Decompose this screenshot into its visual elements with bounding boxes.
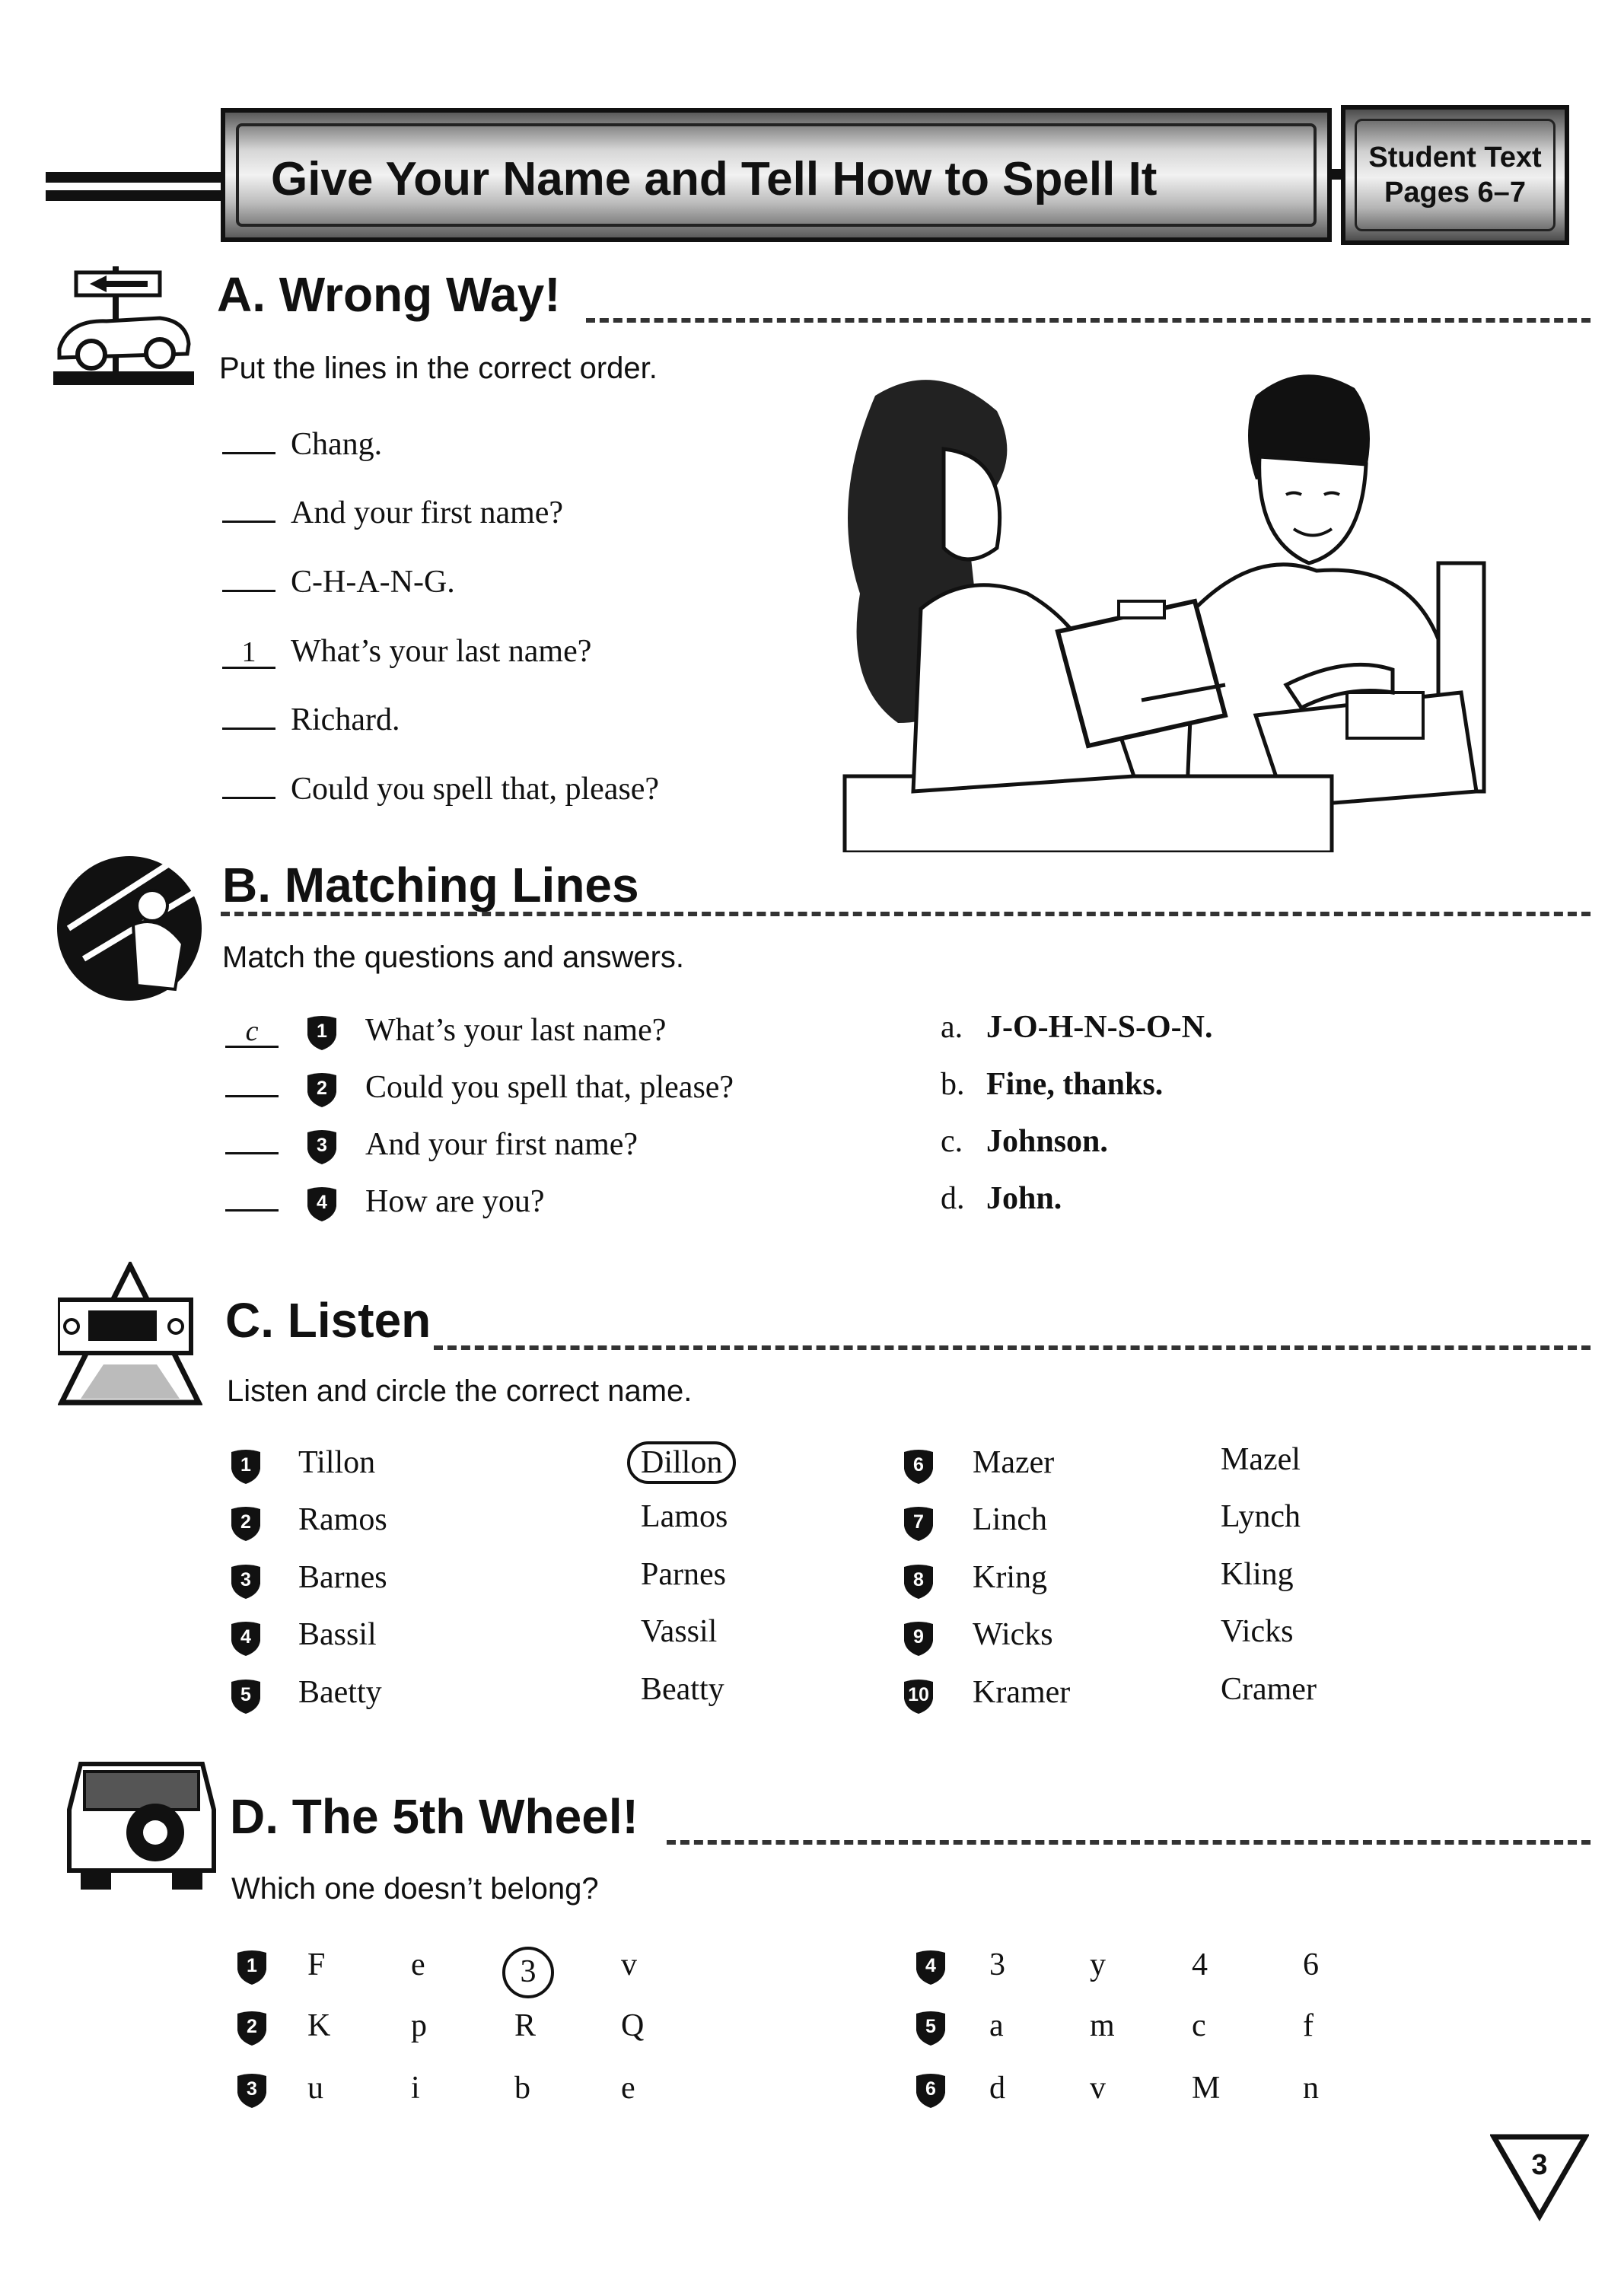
name-option-b[interactable]: Vassil [641,1614,718,1649]
name-option-a[interactable]: Tillon [298,1445,376,1480]
match-question-row [225,1183,294,1220]
option-value: M [1192,2071,1221,2106]
section-a-rule [586,318,1591,327]
header-rail-bottom [46,190,228,201]
odd-one-out-option[interactable] [621,2008,644,2044]
order-line-text: What’s your last name? [291,634,592,669]
odd-one-out-option[interactable] [1192,2008,1206,2044]
odd-one-out-option[interactable] [411,2070,420,2106]
option-value: Q [621,2008,645,2043]
option-value: c [1192,2008,1206,2043]
shield-number: 3 [247,2078,257,2100]
shield-number: 9 [913,1626,924,1648]
badge-line-2: Pages 6–7 [1384,177,1526,209]
name-option-b[interactable]: Parnes [641,1557,726,1592]
shield-number: 3 [317,1135,327,1156]
match-answer-text: John. [986,1181,1062,1216]
option-value: y [1090,1947,1106,1982]
badge-frame [1355,119,1556,231]
student-text-badge [1341,105,1569,245]
section-b-title: B. Matching Lines [222,858,639,912]
match-question-row [225,1012,294,1049]
name-option-a[interactable]: Ramos [298,1502,387,1537]
section-b-rule [221,912,1591,921]
odd-one-out-option[interactable] [1303,2070,1319,2106]
shield-number: 1 [240,1454,251,1476]
option-value: F [307,1947,326,1982]
option-value: 6 [1303,1947,1319,1982]
order-line-6 [222,771,659,807]
option-value: 3 [502,1947,554,1998]
odd-one-out-option[interactable] [1303,1947,1319,1983]
odd-one-out-option[interactable] [989,2070,1005,2106]
radio-warning-sign-icon [58,1262,202,1406]
option-value: 4 [1192,1947,1208,1982]
option-value: e [621,2071,635,2106]
order-line-3 [222,564,455,600]
item-number-shield-icon [228,1449,263,1485]
badge-line-1: Student Text [1368,142,1542,174]
order-line-text: C-H-A-N-G. [291,565,455,600]
section-a-title: A. Wrong Way! [217,267,561,322]
name-option-b[interactable]: Dillon [627,1441,736,1484]
page-title: Give Your Name and Tell How to Spell It [271,153,1157,205]
section-b-instruction: Match the questions and answers. [222,941,685,974]
item-number-shield-icon [901,1621,936,1657]
order-answer-blank[interactable] [222,771,275,799]
jeep-spare-wheel-icon [65,1749,218,1893]
name-option-a[interactable]: Mazer [973,1445,1055,1480]
order-line-2 [222,495,563,531]
title-banner [221,108,1332,242]
match-answer-letter: c. [941,1124,963,1159]
shield-number: 5 [925,2016,936,2037]
option-value: m [1090,2008,1115,2043]
shield-number: 5 [240,1684,251,1705]
order-line-4 [222,633,591,670]
question-number-shield-icon [304,1015,339,1052]
section-a-instruction: Put the lines in the correct order. [219,352,658,385]
odd-one-out-option[interactable] [514,2008,536,2044]
match-answer-blank[interactable] [225,1126,279,1154]
match-question-row [225,1069,294,1106]
odd-one-out-option[interactable] [989,1947,1005,1983]
shield-number: 3 [240,1569,251,1590]
option-value: f [1303,2008,1314,2043]
section-c-instruction: Listen and circle the correct name. [227,1374,693,1408]
shield-number: 2 [317,1078,327,1099]
order-line-text: And your first name? [291,495,564,530]
match-answer-blank[interactable] [225,1069,279,1097]
shield-number: 4 [240,1626,251,1648]
name-option-a[interactable]: Kring [973,1560,1047,1595]
shield-number: 1 [247,1955,257,1976]
match-question-row [225,1126,294,1163]
order-line-text: Richard. [291,702,400,737]
odd-one-out-option[interactable] [307,2008,330,2044]
option-value: v [621,1947,637,1982]
row-number-shield-icon [913,2073,948,2109]
section-d-instruction: Which one doesn’t belong? [231,1872,599,1906]
option-value: d [989,2071,1005,2106]
option-value: i [411,2071,420,2106]
row-number-shield-icon [913,2011,948,2047]
option-value: p [411,2008,427,2043]
shield-number: 10 [908,1684,929,1705]
option-value: K [307,2008,331,2043]
order-answer-blank[interactable]: 1 [222,641,275,669]
match-answer-text: J-O-H-N-S-O-N. [986,1010,1213,1045]
option-value: a [989,2008,1004,2043]
shield-number: 6 [913,1454,924,1476]
option-value: v [1090,2071,1106,2106]
row-number-shield-icon [913,1950,948,1986]
name-option-a[interactable]: Baetty [298,1675,382,1710]
match-answer-text: Johnson. [986,1124,1108,1159]
shield-number: 4 [925,1955,936,1976]
name-option-b[interactable]: Cramer [1221,1672,1317,1707]
row-number-shield-icon [234,2073,269,2109]
name-option-b[interactable]: Kling [1221,1557,1294,1592]
section-d-title: D. The 5th Wheel! [230,1789,638,1844]
item-number-shield-icon [228,1506,263,1543]
match-answer-letter: a. [941,1010,963,1045]
match-question-text: How are you? [365,1184,545,1219]
section-c-rule [434,1345,1591,1355]
option-value: n [1303,2071,1319,2106]
odd-one-out-option[interactable] [1090,2008,1115,2044]
page-number-triangle [1490,2131,1589,2222]
match-question-text: Could you spell that, please? [365,1070,734,1105]
road-worker-icon [53,852,205,1005]
question-number-shield-icon [304,1186,339,1223]
name-option-a[interactable]: Kramer [973,1675,1071,1710]
order-answer-blank[interactable] [222,702,275,730]
shield-number: 2 [247,2016,257,2037]
row-number-shield-icon [234,1950,269,1986]
shield-number: 2 [240,1511,251,1533]
match-answer-letter: b. [941,1067,965,1102]
name-option-a[interactable]: Barnes [298,1560,387,1595]
odd-one-out-option[interactable] [1090,1947,1106,1983]
odd-one-out-option[interactable] [514,2070,530,2106]
odd-one-out-option[interactable] [411,1947,425,1983]
option-value: R [514,2008,537,2043]
odd-one-out-option[interactable] [1090,2070,1106,2106]
order-line-text: Chang. [291,427,383,462]
option-value: u [307,2071,323,2106]
name-option-a[interactable]: Linch [973,1502,1047,1537]
question-number-shield-icon [304,1072,339,1109]
name-option-b[interactable]: Lynch [1221,1499,1301,1534]
order-line-text: Could you spell that, please? [291,772,660,807]
match-answer-text: Fine, thanks. [986,1067,1164,1102]
odd-one-out-option[interactable] [307,2070,323,2106]
item-number-shield-icon [901,1564,936,1600]
item-number-shield-icon [901,1449,936,1485]
order-line-5 [222,702,400,738]
wrong-way-car-icon [53,259,194,388]
match-answer-blank[interactable] [225,1183,279,1212]
option-value: b [514,2071,530,2106]
odd-one-out-option[interactable] [1192,2070,1220,2106]
odd-one-out-option[interactable] [1192,1947,1208,1983]
page-number: 3 [1531,2149,1548,2181]
item-number-shield-icon [228,1564,263,1600]
match-answer-letter: d. [941,1181,965,1216]
match-answer-blank[interactable]: c [225,1020,279,1048]
item-number-shield-icon [901,1679,936,1715]
odd-one-out-option[interactable] [411,2008,427,2044]
option-value: 3 [989,1947,1005,1982]
shield-number: 7 [913,1511,924,1533]
odd-one-out-option[interactable] [989,2008,1004,2044]
item-number-shield-icon [228,1679,263,1715]
order-answer-blank[interactable] [222,426,275,454]
name-option-a[interactable]: Bassil [298,1617,377,1652]
odd-one-out-option[interactable] [621,2070,635,2106]
order-answer-blank[interactable] [222,564,275,592]
match-question-text: And your first name? [365,1127,638,1162]
shield-number: 8 [913,1569,924,1590]
name-option-b[interactable]: Mazel [1221,1442,1301,1477]
name-option-b[interactable]: Lamos [641,1499,728,1534]
shield-number: 4 [317,1192,327,1213]
row-number-shield-icon [234,2011,269,2047]
receptionist-illustration [830,365,1499,852]
odd-one-out-option[interactable] [514,1947,554,1998]
order-line-1 [222,426,382,463]
item-number-shield-icon [228,1621,263,1657]
section-c-title: C. Listen [225,1293,431,1348]
odd-one-out-option[interactable] [307,1947,325,1983]
shield-number: 1 [317,1021,327,1042]
odd-one-out-option[interactable] [621,1947,637,1983]
match-question-text: What’s your last name? [365,1013,667,1048]
item-number-shield-icon [901,1506,936,1543]
shield-number: 6 [925,2078,936,2100]
option-value: e [411,1947,425,1982]
name-option-a[interactable]: Wicks [973,1617,1053,1652]
name-option-b[interactable]: Vicks [1221,1614,1294,1649]
header-rail-top [46,172,228,183]
question-number-shield-icon [304,1129,339,1166]
name-option-b[interactable]: Beatty [641,1672,724,1707]
odd-one-out-option[interactable] [1303,2008,1314,2044]
order-answer-blank[interactable] [222,495,275,523]
section-d-rule [667,1840,1591,1849]
